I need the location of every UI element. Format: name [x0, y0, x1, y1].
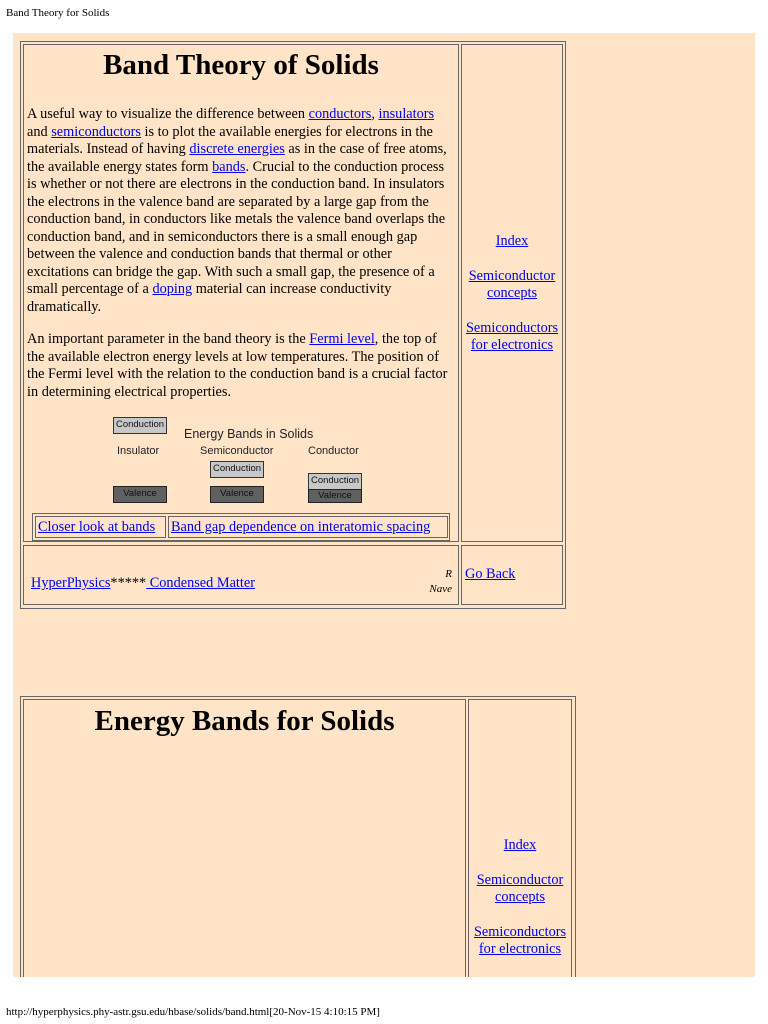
semiconductor-conduction-band: Conduction — [210, 461, 264, 478]
conductor-valence-band: Valence — [308, 489, 362, 503]
author-initial: R — [445, 568, 452, 580]
semiconductor-concepts-link-2[interactable]: Semiconductor concepts — [476, 871, 564, 905]
side-nav-cell-2 — [468, 699, 572, 977]
discrete-energies-link[interactable]: discrete energies — [189, 141, 285, 157]
go-back-cell — [461, 545, 563, 605]
semiconductor-label: Semiconductor — [200, 445, 274, 457]
band-gap-link[interactable]: Band gap dependence on interatomic spacing — [171, 519, 431, 535]
index-link[interactable]: Index — [495, 233, 529, 249]
conductors-link[interactable]: conductors — [308, 106, 372, 122]
insulators-link[interactable]: insulators — [378, 106, 435, 122]
print-footer: http://hyperphysics.phy-astr.gsu.edu/hbase/solids/band.html[20-Nov-15 4:10:15 PM] — [6, 1006, 380, 1018]
side-nav-2 — [469, 837, 571, 976]
print-header: Band Theory for Solids — [6, 7, 110, 19]
fermi-level-link[interactable]: Fermi level — [309, 331, 375, 347]
condensed-matter-link[interactable]: Condensed Matter — [146, 575, 255, 591]
author-credit — [429, 567, 452, 597]
text-run: , — [371, 106, 379, 122]
intro-paragraph — [27, 106, 457, 316]
insulator-label: Insulator — [117, 445, 160, 457]
conductor-conduction-band: Conduction — [308, 473, 362, 490]
go-back-link[interactable]: Go Back — [465, 566, 516, 582]
main-content-cell-2 — [23, 699, 466, 977]
semiconductor-concepts-link[interactable]: Semiconductor concepts — [468, 267, 556, 301]
page-body — [13, 33, 755, 977]
author-name: Nave — [429, 583, 452, 595]
insulator-valence-band: Valence — [113, 486, 167, 503]
side-nav-cell — [461, 44, 563, 542]
section-title: Energy Bands for Solids — [94, 705, 395, 737]
closer-look-cell — [35, 516, 166, 538]
semiconductors-link[interactable]: semiconductors — [51, 123, 141, 140]
energy-bands-figure[interactable] — [112, 417, 372, 513]
conductor-label: Conductor — [308, 445, 359, 457]
semiconductors-electronics-link-2[interactable]: Semiconductors for electronics — [473, 923, 567, 957]
related-links-bar — [32, 513, 450, 541]
fermi-paragraph — [27, 331, 457, 401]
band-theory-table — [20, 41, 566, 609]
main-content-cell — [23, 44, 459, 542]
page-title: Band Theory of Solids — [103, 49, 379, 81]
text-run: material can increase conductivity dramatically. — [27, 281, 392, 315]
insulator-conduction-band: Conduction — [113, 417, 167, 434]
footer-cell — [23, 545, 459, 605]
text-run: is to plot the available energies for electrons in the materials. Instead of having — [27, 123, 433, 157]
text-run: as in the case of free atoms, the available energy states form — [27, 141, 447, 175]
doping-link[interactable]: doping — [152, 281, 193, 297]
text-run: An important parameter in the band theory is the — [27, 331, 310, 347]
text-run: , the top of the available electron energy levels at low temperatures. The position of the Fermi level with the relation to the conduction band is a crucial factor in determining electrical properties. — [27, 331, 448, 400]
index-link-2[interactable]: Index — [503, 837, 537, 853]
energy-bands-table — [20, 696, 576, 977]
band-gap-cell — [168, 516, 448, 538]
text-run: and — [27, 123, 52, 140]
closer-look-link[interactable]: Closer look at bands — [38, 519, 156, 535]
breadcrumb — [31, 575, 255, 592]
figure-title: Energy Bands in Solids — [184, 427, 314, 441]
text-run: A useful way to visualize the difference between — [27, 106, 309, 122]
stars-separator: ***** — [110, 575, 147, 591]
bands-link[interactable]: bands — [212, 158, 246, 175]
semiconductor-valence-band: Valence — [210, 486, 264, 503]
side-nav — [462, 233, 562, 372]
text-run: . Crucial to the conduction process is whether or not there are electrons in the conduction band. In insulators the electrons in the valence band are separated by a large gap from the conduction band, in conductors like metals the valence band overlaps the conduction band, and in semiconductors there is a small enough gap between the valence and conduction bands that thermal or other excitations can bridge the gap. With such a small gap, the presence of a small percentage of a — [27, 158, 446, 297]
hyperphysics-link[interactable]: HyperPhysics — [31, 575, 111, 591]
semiconductors-electronics-link[interactable]: Semiconductors for electronics — [465, 319, 559, 353]
